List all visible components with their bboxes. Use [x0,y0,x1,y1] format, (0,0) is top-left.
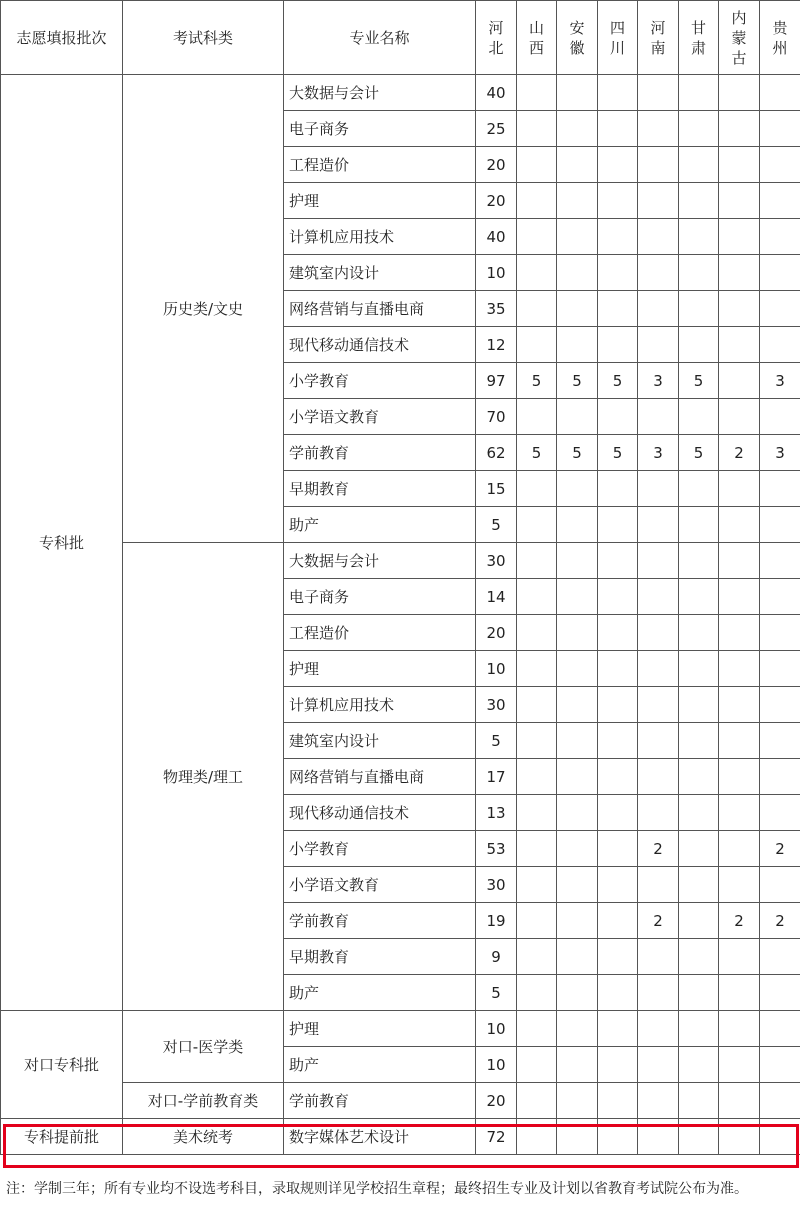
quota-cell [719,795,760,831]
quota-cell [557,939,598,975]
quota-cell: 12 [476,327,517,363]
major-cell: 工程造价 [284,147,476,183]
quota-cell [598,615,638,651]
category-cell: 对口-学前教育类 [123,1083,284,1119]
quota-cell [517,1119,557,1155]
table-row [1,1119,800,1155]
quota-cell [517,579,557,615]
quota-cell [517,651,557,687]
quota-cell [517,1047,557,1083]
quota-cell [719,1083,760,1119]
quota-cell [598,147,638,183]
header-province: 山西 [517,1,557,75]
quota-cell: 5 [598,363,638,399]
quota-cell [760,651,800,687]
quota-cell: 15 [476,471,517,507]
quota-cell [557,579,598,615]
quota-cell [760,147,800,183]
header-batch: 志愿填报批次 [1,1,123,75]
quota-cell [679,1047,719,1083]
quota-cell [517,147,557,183]
quota-cell [517,219,557,255]
quota-cell [557,1083,598,1119]
quota-cell [719,255,760,291]
quota-cell [638,147,679,183]
quota-cell: 9 [476,939,517,975]
quota-cell [517,939,557,975]
quota-cell [638,507,679,543]
major-cell: 网络营销与直播电商 [284,291,476,327]
quota-cell [557,759,598,795]
quota-cell: 97 [476,363,517,399]
quota-cell: 20 [476,147,517,183]
quota-cell: 2 [760,831,800,867]
quota-cell [719,399,760,435]
quota-cell [557,651,598,687]
major-cell: 数字媒体艺术设计 [284,1119,476,1155]
footnote: 注：学制三年；所有专业均不设选考科目，录取规则详见学校招生章程；最终招生专业及计划以省教育考试院公布为准。 [6,1181,748,1197]
major-cell: 助产 [284,1047,476,1083]
quota-cell [719,111,760,147]
quota-cell [719,75,760,111]
header-row [1,1,800,75]
quota-cell [598,723,638,759]
category-cell: 历史类/文史 [123,75,284,543]
header-province: 河南 [638,1,679,75]
quota-cell [598,1119,638,1155]
quota-cell [679,1119,719,1155]
quota-cell [760,795,800,831]
quota-cell [638,1119,679,1155]
quota-cell [557,291,598,327]
quota-cell: 5 [557,363,598,399]
quota-cell [517,759,557,795]
major-cell: 助产 [284,507,476,543]
major-cell: 护理 [284,183,476,219]
quota-cell [598,903,638,939]
quota-cell [760,687,800,723]
quota-cell [638,291,679,327]
quota-cell [760,507,800,543]
quota-cell: 70 [476,399,517,435]
quota-cell [598,1047,638,1083]
quota-cell: 17 [476,759,517,795]
quota-cell [760,1119,800,1155]
quota-cell: 3 [760,435,800,471]
quota-cell [517,795,557,831]
major-cell: 电子商务 [284,579,476,615]
quota-cell [719,1047,760,1083]
quota-cell [517,291,557,327]
quota-cell: 13 [476,795,517,831]
quota-cell: 2 [719,903,760,939]
quota-cell [679,795,719,831]
major-cell: 学前教育 [284,1083,476,1119]
header-major: 专业名称 [284,1,476,75]
quota-cell: 53 [476,831,517,867]
major-cell: 小学教育 [284,363,476,399]
quota-cell [638,795,679,831]
quota-cell [719,183,760,219]
major-cell: 网络营销与直播电商 [284,759,476,795]
quota-cell: 2 [760,903,800,939]
quota-cell: 10 [476,255,517,291]
major-cell: 计算机应用技术 [284,687,476,723]
quota-cell [679,471,719,507]
category-cell: 美术统考 [123,1119,284,1155]
quota-cell [638,327,679,363]
quota-cell [679,831,719,867]
quota-cell [517,687,557,723]
quota-cell [557,147,598,183]
quota-cell: 30 [476,543,517,579]
quota-cell: 5 [517,435,557,471]
quota-cell [517,75,557,111]
quota-cell [760,723,800,759]
major-cell: 护理 [284,1011,476,1047]
quota-cell [719,543,760,579]
category-cell: 对口-医学类 [123,1011,284,1083]
quota-cell [638,939,679,975]
quota-cell [557,687,598,723]
quota-cell: 5 [476,723,517,759]
quota-cell [557,219,598,255]
major-cell: 现代移动通信技术 [284,327,476,363]
quota-cell [638,759,679,795]
quota-cell [638,75,679,111]
quota-cell [598,507,638,543]
quota-cell [598,255,638,291]
quota-cell [719,723,760,759]
quota-cell: 40 [476,75,517,111]
quota-cell [517,867,557,903]
quota-cell [638,543,679,579]
quota-cell [760,543,800,579]
quota-cell: 62 [476,435,517,471]
quota-cell [517,327,557,363]
quota-cell: 5 [679,435,719,471]
quota-cell [638,255,679,291]
quota-cell [760,615,800,651]
quota-cell [517,1011,557,1047]
quota-cell [557,327,598,363]
quota-cell [557,831,598,867]
quota-cell: 40 [476,219,517,255]
quota-cell [760,291,800,327]
quota-cell [598,1011,638,1047]
quota-cell: 30 [476,867,517,903]
batch-cell: 专科提前批 [1,1119,123,1155]
quota-cell [517,111,557,147]
quota-cell [638,111,679,147]
quota-cell [719,1011,760,1047]
quota-cell [760,111,800,147]
quota-cell [679,867,719,903]
major-cell: 小学教育 [284,831,476,867]
quota-cell [679,399,719,435]
quota-cell [598,759,638,795]
quota-cell [679,255,719,291]
major-cell: 现代移动通信技术 [284,795,476,831]
quota-cell [557,543,598,579]
header-province: 贵州 [760,1,800,75]
quota-cell [638,219,679,255]
quota-cell: 5 [517,363,557,399]
quota-cell: 5 [557,435,598,471]
quota-cell [557,75,598,111]
quota-cell [638,471,679,507]
quota-cell: 2 [719,435,760,471]
quota-cell [557,975,598,1011]
quota-cell [760,399,800,435]
quota-cell: 20 [476,183,517,219]
batch-cell: 专科批 [1,75,123,1011]
header-province: 内蒙古 [719,1,760,75]
quota-cell [679,111,719,147]
quota-cell: 5 [598,435,638,471]
quota-cell [517,615,557,651]
quota-cell [679,1083,719,1119]
quota-cell [719,579,760,615]
quota-cell [760,183,800,219]
quota-cell [638,1047,679,1083]
quota-cell [638,687,679,723]
quota-cell [719,759,760,795]
quota-cell [517,543,557,579]
quota-cell: 14 [476,579,517,615]
major-cell: 大数据与会计 [284,543,476,579]
quota-cell [557,507,598,543]
quota-cell [598,327,638,363]
major-cell: 护理 [284,651,476,687]
quota-cell [598,471,638,507]
quota-cell [598,939,638,975]
quota-cell [557,1047,598,1083]
header-province: 安徽 [557,1,598,75]
major-cell: 建筑室内设计 [284,723,476,759]
quota-cell [719,147,760,183]
quota-cell: 3 [760,363,800,399]
quota-cell [557,255,598,291]
quota-cell: 5 [476,975,517,1011]
quota-cell [598,867,638,903]
quota-cell [760,759,800,795]
quota-cell [679,615,719,651]
quota-cell [679,687,719,723]
quota-cell [679,507,719,543]
major-cell: 小学语文教育 [284,399,476,435]
quota-cell [638,1083,679,1119]
table-row [1,75,800,111]
quota-cell [517,507,557,543]
quota-cell [638,579,679,615]
header-category: 考试科类 [123,1,284,75]
major-cell: 学前教育 [284,903,476,939]
quota-cell [760,471,800,507]
quota-cell [517,903,557,939]
major-cell: 大数据与会计 [284,75,476,111]
quota-cell [760,975,800,1011]
quota-cell [760,579,800,615]
quota-cell [557,1119,598,1155]
quota-cell [679,1011,719,1047]
quota-cell: 10 [476,1047,517,1083]
header-province: 四川 [598,1,638,75]
quota-cell: 10 [476,1011,517,1047]
quota-cell [719,651,760,687]
quota-cell [679,939,719,975]
quota-cell [638,615,679,651]
quota-cell [598,795,638,831]
quota-cell [557,183,598,219]
quota-cell [638,651,679,687]
quota-cell [638,867,679,903]
quota-cell [517,471,557,507]
quota-cell [679,903,719,939]
quota-cell [517,399,557,435]
quota-cell [719,1119,760,1155]
quota-cell [557,471,598,507]
major-cell: 工程造价 [284,615,476,651]
major-cell: 小学语文教育 [284,867,476,903]
quota-cell: 20 [476,1083,517,1119]
quota-cell [517,975,557,1011]
quota-cell [679,543,719,579]
quota-cell [598,975,638,1011]
quota-cell: 25 [476,111,517,147]
quota-cell [557,615,598,651]
quota-cell: 3 [638,435,679,471]
quota-cell [679,723,719,759]
quota-cell [719,291,760,327]
quota-cell [760,75,800,111]
quota-cell [598,543,638,579]
header-province: 甘肃 [679,1,719,75]
batch-cell: 对口专科批 [1,1011,123,1119]
quota-cell [760,255,800,291]
quota-cell [557,111,598,147]
quota-cell [760,867,800,903]
quota-cell [557,723,598,759]
quota-cell: 2 [638,903,679,939]
quota-cell [557,903,598,939]
quota-cell [679,759,719,795]
quota-cell [557,1011,598,1047]
major-cell: 早期教育 [284,471,476,507]
quota-cell [679,327,719,363]
quota-cell [557,795,598,831]
category-cell: 物理类/理工 [123,543,284,1011]
major-cell: 早期教育 [284,939,476,975]
quota-cell [719,363,760,399]
major-cell: 学前教育 [284,435,476,471]
quota-cell [638,399,679,435]
quota-cell: 20 [476,615,517,651]
quota-cell [517,831,557,867]
quota-cell [638,183,679,219]
quota-cell [598,291,638,327]
quota-cell [719,975,760,1011]
quota-cell [719,327,760,363]
quota-cell [760,1047,800,1083]
quota-cell: 19 [476,903,517,939]
quota-cell [719,939,760,975]
quota-cell [598,579,638,615]
quota-cell: 35 [476,291,517,327]
quota-cell [557,867,598,903]
quota-cell: 10 [476,651,517,687]
table-row [1,1011,800,1047]
quota-cell [598,399,638,435]
quota-cell [719,507,760,543]
quota-cell [760,1083,800,1119]
quota-cell [598,687,638,723]
major-cell: 建筑室内设计 [284,255,476,291]
quota-cell [719,867,760,903]
quota-cell [679,147,719,183]
quota-cell [638,723,679,759]
quota-cell [557,399,598,435]
quota-cell [679,975,719,1011]
quota-cell [719,615,760,651]
quota-cell [760,1011,800,1047]
quota-cell [760,219,800,255]
quota-cell [638,1011,679,1047]
major-cell: 计算机应用技术 [284,219,476,255]
quota-cell [598,1083,638,1119]
quota-cell [679,651,719,687]
quota-cell [679,183,719,219]
quota-cell [598,183,638,219]
quota-cell: 30 [476,687,517,723]
quota-cell [679,75,719,111]
quota-cell [760,327,800,363]
quota-cell [517,255,557,291]
major-cell: 电子商务 [284,111,476,147]
quota-cell [598,651,638,687]
quota-cell [679,579,719,615]
quota-cell [679,291,719,327]
quota-cell [517,723,557,759]
quota-cell: 5 [679,363,719,399]
quota-cell [679,219,719,255]
quota-cell [719,687,760,723]
major-cell: 助产 [284,975,476,1011]
quota-cell [598,111,638,147]
quota-cell: 72 [476,1119,517,1155]
quota-cell [598,831,638,867]
quota-cell [719,471,760,507]
header-province: 河北 [476,1,517,75]
quota-cell: 3 [638,363,679,399]
quota-cell [517,183,557,219]
quota-cell [598,219,638,255]
quota-cell [517,1083,557,1119]
quota-cell [719,219,760,255]
quota-cell: 5 [476,507,517,543]
quota-cell [719,831,760,867]
quota-cell [760,939,800,975]
quota-cell: 2 [638,831,679,867]
quota-cell [598,75,638,111]
quota-cell [638,975,679,1011]
